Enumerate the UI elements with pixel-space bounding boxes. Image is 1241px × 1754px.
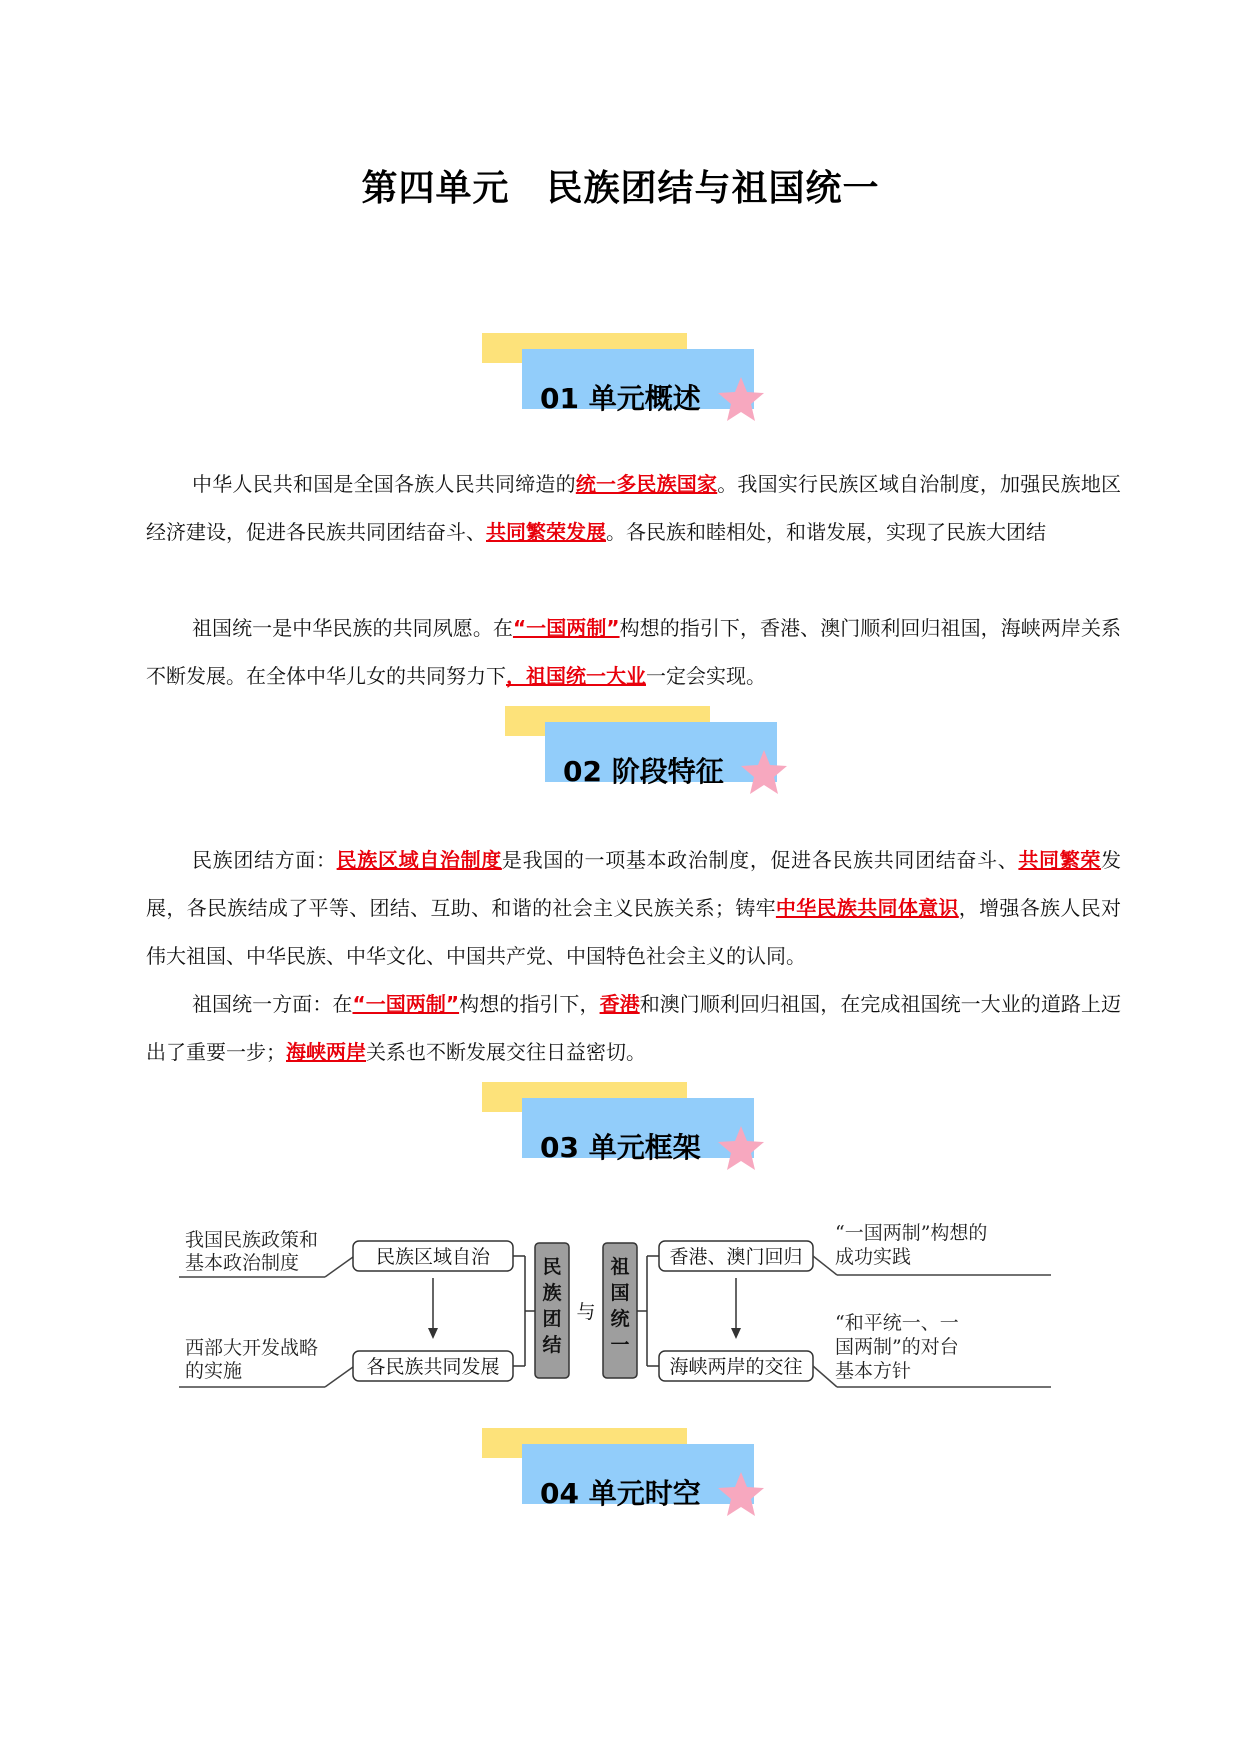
star-icon: [716, 1124, 766, 1172]
right-bottom-note-line: “和平统一、一: [835, 1312, 959, 1334]
note-connector: [325, 1367, 353, 1387]
highlight-term: “一国两制”: [512, 616, 620, 640]
note-connector: [813, 1256, 837, 1275]
section-title: 04 单元时空: [540, 1477, 701, 1510]
note-connector: [325, 1257, 353, 1277]
section-header-03: [482, 1082, 772, 1182]
section-header-02: [505, 706, 795, 806]
svg-text:结: 结: [542, 1334, 562, 1356]
highlight-term: 共同繁荣发展: [486, 520, 606, 544]
right-top-note-line: “一国两制”构想的: [835, 1222, 988, 1244]
unit-framework-diagram: [175, 1215, 1055, 1415]
overview-paragraph-2: 祖国统一是中华民族的共同夙愿。在“一国两制”构想的指引下，香港、澳门顺利回归祖国，海峡两岸关系不断发展。在全体中华儿女的共同努力下，祖国统一大业一定会实现。: [146, 616, 1122, 688]
left-top-note-line: 基本政治制度: [185, 1252, 300, 1274]
svg-text:一: 一: [610, 1334, 630, 1356]
highlight-term: 民族区域自治制度: [336, 848, 502, 872]
section-header-01: [482, 333, 772, 433]
svg-text:团: 团: [542, 1308, 562, 1330]
highlight-term: 统一多民族国家: [575, 472, 718, 496]
arrowhead: [731, 1328, 741, 1339]
section-title: 02 阶段特征: [563, 755, 724, 788]
left-bottom-note-line: 的实施: [185, 1360, 243, 1382]
left-bottom-note-line: 西部大开发战略: [185, 1337, 319, 1359]
features-paragraph-1: 民族团结方面：民族区域自治制度是我国的一项基本政治制度，促进各民族共同团结奋斗、共同繁荣发展，各民族结成了平等、团结、互助、和谐的社会主义民族关系；铸牢中华民族共同体意识，增强各族人民对伟大祖国、中华民族、中华文化、中国共产党、中国特色社会主义的认同。: [146, 848, 1122, 968]
note-connector: [813, 1366, 837, 1387]
box-right-bottom-label: 海峡两岸的交往: [669, 1356, 803, 1378]
overview-paragraph-1: 中华人民共和国是全国各族人民共同缔造的统一多民族国家。我国实行民族区域自治制度，加强民族地区经济建设，促进各民族共同团结奋斗、共同繁荣发展。各民族和睦相处，和谐发展，实现了民族大团结: [146, 472, 1122, 544]
highlight-term: “一国两制”: [352, 992, 460, 1016]
arrowhead: [428, 1328, 438, 1339]
svg-text:民: 民: [542, 1256, 562, 1278]
section-header-04: [482, 1428, 772, 1528]
page-title: 第四单元 民族团结与祖国统一: [361, 168, 880, 209]
svg-text:统: 统: [610, 1308, 630, 1330]
svg-text:祖: 祖: [610, 1256, 630, 1278]
highlight-term: 海峡两岸: [286, 1040, 366, 1064]
svg-text:族: 族: [542, 1282, 562, 1304]
star-icon: [716, 1470, 766, 1518]
highlight-term: 中华民族共同体意识: [775, 896, 959, 920]
box-right-top-label: 香港、澳门回归: [669, 1246, 803, 1268]
left-top-note-line: 我国民族政策和: [185, 1229, 319, 1251]
box-left-bottom-label: 各民族共同发展: [366, 1356, 500, 1378]
features-paragraph-2: 祖国统一方面：在“一国两制”构想的指引下，香港和澳门顺利回归祖国，在完成祖国统一大业的道路上迈出了重要一步；海峡两岸关系也不断发展交往日益密切。: [146, 992, 1122, 1064]
box-left-top-label: 民族区域自治: [375, 1246, 491, 1268]
highlight-term: ，祖国统一大业: [506, 664, 646, 688]
star-icon: [739, 748, 789, 796]
right-bottom-note-line: 国两制”的对台: [835, 1336, 959, 1358]
highlight-term: 香港: [599, 992, 640, 1016]
right-top-note-line: 成功实践: [835, 1246, 912, 1268]
section-title: 01 单元概述: [540, 382, 701, 415]
section-title: 03 单元框架: [540, 1131, 701, 1164]
right-bottom-note-line: 基本方针: [835, 1360, 912, 1382]
star-icon: [716, 375, 766, 423]
highlight-term: 共同繁荣: [1018, 848, 1102, 872]
svg-text:国: 国: [610, 1282, 630, 1304]
connector-label: 与: [576, 1301, 596, 1323]
